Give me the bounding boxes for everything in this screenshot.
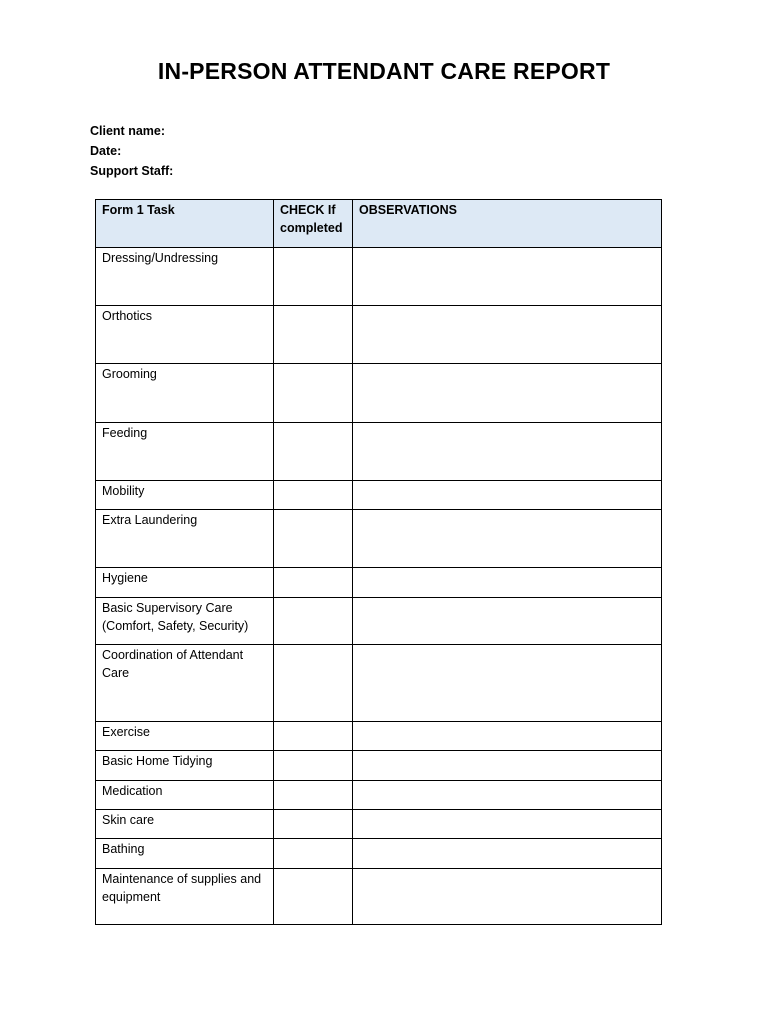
check-cell[interactable] (274, 869, 353, 925)
observations-cell[interactable] (353, 869, 662, 925)
check-cell[interactable] (274, 781, 353, 810)
observations-cell[interactable] (353, 568, 662, 598)
table-row (96, 781, 662, 810)
check-cell[interactable] (274, 810, 353, 839)
task-cell: Basic Supervisory Care (Comfort, Safety, Security) (96, 598, 274, 645)
check-cell[interactable] (274, 722, 353, 751)
observations-cell[interactable] (353, 481, 662, 510)
care-task-table (95, 199, 662, 925)
header-observations: OBSERVATIONS (353, 200, 662, 248)
task-cell: Mobility (96, 481, 274, 510)
task-cell: Orthotics (96, 306, 274, 364)
observations-cell[interactable] (353, 722, 662, 751)
table-row (96, 306, 662, 364)
task-cell: Hygiene (96, 568, 274, 598)
table-row (96, 839, 662, 869)
check-cell[interactable] (274, 364, 353, 423)
task-cell: Feeding (96, 423, 274, 481)
table-row (96, 751, 662, 781)
check-cell[interactable] (274, 598, 353, 645)
client-name-field[interactable]: Client name: (90, 124, 166, 138)
table-row (96, 510, 662, 568)
table-row (96, 810, 662, 839)
observations-cell[interactable] (353, 781, 662, 810)
observations-cell[interactable] (353, 810, 662, 839)
task-cell: Maintenance of supplies and equipment (96, 869, 274, 925)
table-row (96, 645, 662, 722)
report-fields (90, 122, 173, 182)
observations-cell[interactable] (353, 510, 662, 568)
check-cell[interactable] (274, 645, 353, 722)
observations-cell[interactable] (353, 645, 662, 722)
observations-cell[interactable] (353, 598, 662, 645)
check-cell[interactable] (274, 481, 353, 510)
header-check: CHECK If completed (274, 200, 353, 248)
task-cell: Dressing/Undressing (96, 248, 274, 306)
check-cell[interactable] (274, 306, 353, 364)
table-row (96, 568, 662, 598)
table-row (96, 248, 662, 306)
task-cell: Extra Laundering (96, 510, 274, 568)
observations-cell[interactable] (353, 839, 662, 869)
check-cell[interactable] (274, 751, 353, 781)
task-cell: Exercise (96, 722, 274, 751)
task-cell: Coordination of Attendant Care (96, 645, 274, 722)
task-cell: Medication (96, 781, 274, 810)
table-row (96, 869, 662, 925)
observations-cell[interactable] (353, 364, 662, 423)
observations-cell[interactable] (353, 306, 662, 364)
check-cell[interactable] (274, 510, 353, 568)
task-cell: Grooming (96, 364, 274, 423)
support-staff-field[interactable]: Support Staff: (90, 164, 174, 178)
table-row (96, 364, 662, 423)
table-row (96, 481, 662, 510)
check-cell[interactable] (274, 839, 353, 869)
table-row (96, 722, 662, 751)
task-cell: Skin care (96, 810, 274, 839)
check-cell[interactable] (274, 568, 353, 598)
check-cell[interactable] (274, 423, 353, 481)
table-header-row (96, 200, 662, 248)
table-row (96, 423, 662, 481)
check-cell[interactable] (274, 248, 353, 306)
table-row (96, 598, 662, 645)
task-cell: Basic Home Tidying (96, 751, 274, 781)
observations-cell[interactable] (353, 423, 662, 481)
observations-cell[interactable] (353, 751, 662, 781)
page-title: IN-PERSON ATTENDANT CARE REPORT (157, 58, 611, 84)
date-field[interactable]: Date: (90, 144, 122, 158)
header-task: Form 1 Task (96, 200, 274, 248)
observations-cell[interactable] (353, 248, 662, 306)
task-cell: Bathing (96, 839, 274, 869)
